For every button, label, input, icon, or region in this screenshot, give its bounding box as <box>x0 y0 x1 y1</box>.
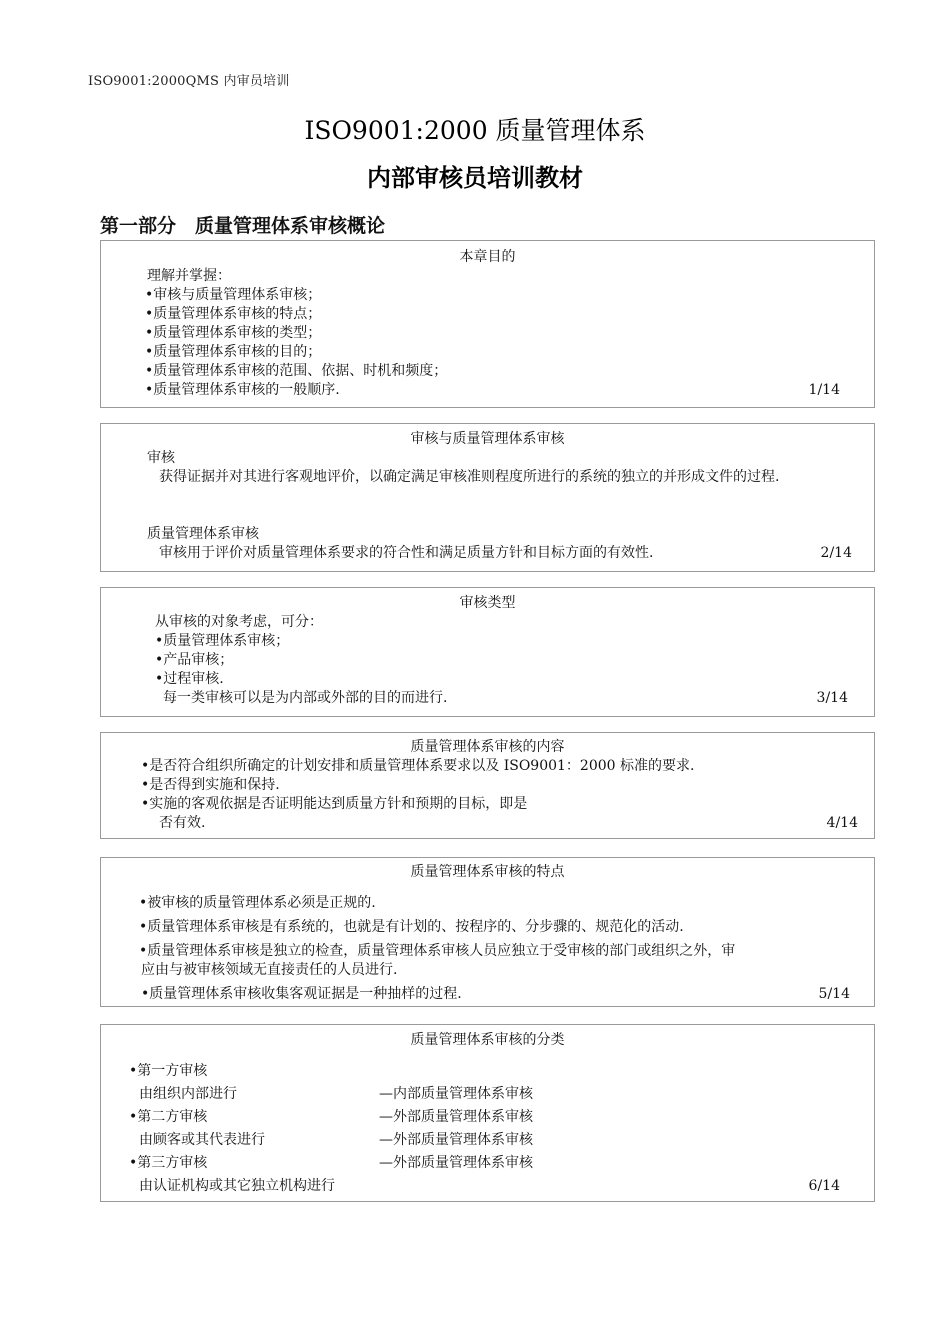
page-number: 6/14 <box>808 1178 840 1194</box>
slide-title: 质量管理体系审核的分类 <box>410 1032 565 1048</box>
list-item: •实施的客观依据是否证明能达到质量方针和预期的目标，即是 <box>141 796 528 812</box>
list-item: •被审核的质量管理体系必须是正规的. <box>139 895 376 911</box>
definition: 审核用于评价对质量管理体系要求的符合性和满足质量方针和目标方面的有效性. <box>159 545 654 561</box>
list-item: •审核与质量管理体系审核； <box>145 287 322 303</box>
list-item: •质量管理体系审核是有系统的，也就是有计划的、按程序的、分步骤的、规范化的活动. <box>139 919 684 935</box>
list-item: •产品审核； <box>155 652 234 668</box>
list-item: •过程审核. <box>155 671 224 687</box>
list-item: •质量管理体系审核的范围、依据、时机和频度； <box>145 363 448 379</box>
classification-left: 由顾客或其代表进行 <box>139 1132 265 1148</box>
slide-title: 本章目的 <box>459 249 516 265</box>
page-number: 3/14 <box>816 690 848 706</box>
list-item: •质量管理体系审核的特点； <box>145 306 322 322</box>
definition: 获得证据并对其进行客观地评价，以确定满足审核准则程度所进行的系统的独立的并形成文件的过程. <box>159 469 780 485</box>
list-item-continuation: 应由与被审核领域无直接责任的人员进行. <box>141 962 398 978</box>
slide-title: 审核与质量管理体系审核 <box>410 431 565 447</box>
slide-3 <box>100 587 875 717</box>
slide-intro: 从审核的对象考虑，可分： <box>155 614 323 630</box>
classification-left: •第二方审核 <box>129 1109 208 1125</box>
slide-4 <box>100 732 875 839</box>
classification-left: •第三方审核 <box>129 1155 208 1171</box>
classification-right: —内部质量管理体系审核 <box>379 1086 533 1102</box>
classification-left: 由认证机构或其它独立机构进行 <box>139 1178 335 1194</box>
list-item: •质量管理体系审核； <box>155 633 290 649</box>
slide-title: 审核类型 <box>459 595 516 611</box>
page-number: 4/14 <box>826 815 858 831</box>
page-number: 1/14 <box>808 382 840 398</box>
classification-right: —外部质量管理体系审核 <box>379 1109 533 1125</box>
slide-title: 质量管理体系审核的特点 <box>410 864 565 880</box>
term: 质量管理体系审核 <box>147 526 259 542</box>
slide-note: 每一类审核可以是为内部或外部的目的而进行. <box>163 690 448 706</box>
classification-right: —外部质量管理体系审核 <box>379 1155 533 1171</box>
slide-5 <box>100 857 875 1007</box>
list-item-continuation: 否有效. <box>159 815 206 831</box>
section-heading: 第一部分 质量管理体系审核概论 <box>100 215 386 237</box>
slide-intro: 理解并掌握： <box>147 268 231 284</box>
list-item: •是否得到实施和保持. <box>141 777 280 793</box>
document-title: ISO9001:2000 质量管理体系 <box>304 116 646 145</box>
slide-1 <box>100 240 875 408</box>
term: 审核 <box>147 450 175 466</box>
page-number: 2/14 <box>820 545 852 561</box>
running-header: ISO9001:2000QMS 内审员培训 <box>88 74 290 89</box>
classification-left: •第一方审核 <box>129 1063 208 1079</box>
classification-left: 由组织内部进行 <box>139 1086 237 1102</box>
list-item: •质量管理体系审核的一般顺序. <box>145 382 340 398</box>
classification-right: —外部质量管理体系审核 <box>379 1132 533 1148</box>
slide-2 <box>100 423 875 572</box>
document-subtitle: 内部审核员培训教材 <box>367 164 583 192</box>
page-number: 5/14 <box>818 986 850 1002</box>
list-item: •是否符合组织所确定的计划安排和质量管理体系要求以及 ISO9001：2000 标准的要求. <box>141 758 695 774</box>
list-item: •质量管理体系审核的目的； <box>145 344 322 360</box>
list-item: •质量管理体系审核是独立的检查，质量管理体系审核人员应独立于受审核的部门或组织之外，审 <box>139 943 736 959</box>
list-item: •质量管理体系审核的类型； <box>145 325 322 341</box>
slide-title: 质量管理体系审核的内容 <box>410 739 565 755</box>
slide-6 <box>100 1024 875 1202</box>
list-item: •质量管理体系审核收集客观证据是一种抽样的过程. <box>141 986 462 1002</box>
